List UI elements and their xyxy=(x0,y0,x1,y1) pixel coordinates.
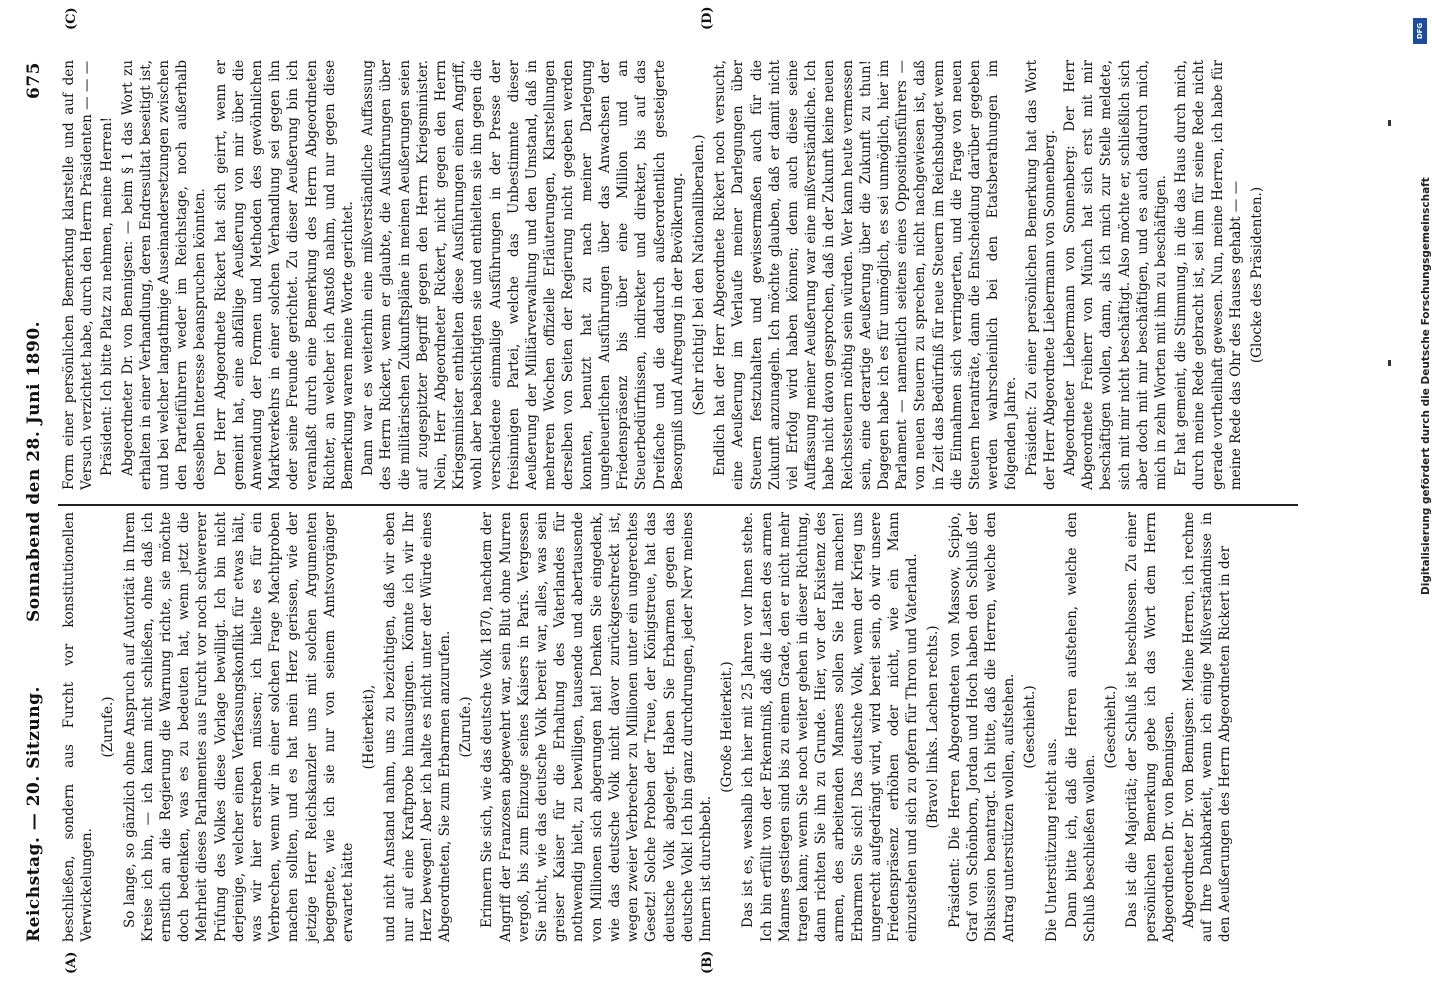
paragraph: Erinnern Sie sich, wie das deutsche Volk 1870, nachdem der Angriff der Franzosen abgewehrt war, sein Blut ohne Murren vergoß, bis zum Einzuge seines Kaisers in Paris. Vergessen Sie nicht, wie das deutsche Volk bereit war, alles, was sein greiser Kaiser für die Erhaltung des Vaterlandes für nothwendig hielt, zu bewilligen, tausende und abertausende von Millionen sich abgerungen hat! Denken Sie eingedenk, wie das deutsche Volk nicht davor zurückgeschreckt ist, wegen zweier Verbrecher zu Millionen unter ein ungerechtes Gesetz! Solche Proben der Treue, der Königstreue, hat das deutsche Volk abgelegt. Haben Sie Erbarmen gegen das deutsche Volk! Ich bin ganz durchdrungen, jeder Nerv meines Innern ist durchbebt. xyxy=(479,512,714,942)
left-column xyxy=(60,512,1237,942)
paragraph: Das ist es, weshalb ich hier mit 25 Jahren vor Ihnen stehe. Ich bin erfüllt von der Erkenntniß, daß die Lasten des armen Mannes gestiegen sind bis zu einem Grade, den er nicht mehr tragen kann; wenn Sie noch weiter gehen in dieser Richtung, dann richten Sie ihn zu Grunde. Hier, vor der Existenz des armen, des arbeitenden Mannes sollen Sie Halt machen! Erbarmen Sie sich! Das deutsche Volk, wenn der Krieg uns ungerecht aufgedrängt wird, wird bereit sein, ob wir unsere Friedenspräsenz erhöhen oder nicht, wie ein Mann einzustehen und sich zu opfern für Thron und Vaterland. xyxy=(740,512,921,942)
paragraph: Präsident: Die Herren Abgeordneten von Massow, Scipio, Graf von Schönborn, Jordan und Hoch haben den Schluß der Diskussion beantragt. Ich bitte, daß die Herren, welche den Antrag unterstützen wollen, aufstehen. xyxy=(946,512,1018,942)
right-column xyxy=(60,60,1269,490)
paragraph: beschließen, sondern aus Furcht vor konstitutionellen Verwickelungen. xyxy=(61,512,96,942)
stage-direction: (Geschieht.) xyxy=(1022,685,1039,769)
stage-direction: (Sehr richtig! bei den Nationalliberalen.) xyxy=(690,134,707,416)
stage-direction: (Große Heiterkeit.) xyxy=(719,661,736,793)
funding-note: Digitalisierung gefördert durch die Deutsche Forschungsgemeinschaft xyxy=(1420,177,1432,595)
paragraph: Präsident: Ich bitte Platz zu nehmen, meine Herren! xyxy=(99,116,116,476)
header-date: Sonnabend den 28. Juni 1890. xyxy=(24,320,44,622)
page-header xyxy=(16,32,56,952)
paragraph: Präsident: Zu einer persönlichen Bemerkung hat das Wort der Herr Abgeordnete Liebermann von Sonnenberg. xyxy=(1023,60,1058,490)
paragraph: So lange, so gänzlich ohne Anspruch auf Autorität in Ihrem Kreise ich bin, — ich kann nicht schließen, ohne daß ich ernstlich an die Regierung die Warnung richte, sie möchte doch bedenken, was es zu bedeuten hat, wenn jetzt die Mehrheit dieses Parlamentes aus Furcht vor noch schwererer Prüfung des Volkes diese Vorlage bewilligt. Ich bin nicht derjenige, welcher einen Verfassungskonflikt für etwas hält, was wir hier erstreben müssen; ich hielte es für ein Verbrechen, wenn wir in einer solchen Frage Machtproben machen sollten, und es hat mein Herz gerissen, wie der jetzige Herr Reichskanzler uns mit solchen Argumenten begegnete, wie ich sie nur von seinem Amtsvorgänger erwartet hätte xyxy=(121,512,357,942)
header-left: Reichstag. — 20. Sitzung. xyxy=(24,686,44,942)
margin-marker-c: (C) xyxy=(64,7,79,30)
paragraph: Endlich hat der Herr Abgeordnete Rickert noch versucht, eine Aeußerung im Verlaufe meiner Darlegungen über Steuern festzuhalten und gewissermaßen auch für die Zukunft anzunageln. Ich möchte glauben, daß er damit nicht viel Erfolg wird haben können; denn auch diese seine Auffassung meiner Aeußerung war eine mißverständliche. Ich habe nicht davon gesprochen, daß in der Zukunft keine neuen Reichssteuern nöthig sein würden. Wer kann heute vermessen sein, eine derartige Aeußerung über die Zukunft zu thun! Dagegen habe ich es für unmöglich, es sei unmöglich, hier im Parlament — namentlich seitens eines Oppositionsführers — von neuen Steuern zu sprechen, nicht nachgewiesen ist, daß in Zeit das Bedürfniß für neue Steuern im Reichsbudget wenn die Einnahmen sich verringerten, und die Frage von neuen Steuern heranträte, dann die Entscheidung darüber gegeben werden wahrscheinlich bei den Etatsberathungen im folgenden Jahre. xyxy=(712,60,1020,490)
margin-marker-b: (B) xyxy=(700,950,715,974)
stage-direction: (Glocke des Präsidenten.) xyxy=(1249,186,1265,364)
paragraph: Abgeordneter Liebermann von Sonnenberg: Der Herr Abgeordnete Freiherr von Münch hat sich erst mit mir beschäftigen wollen, dann, als ich mich zur Stelle meldete, sich mit mir nicht beschäftigt. Also möchte er, schließlich sich aber doch mit mir beschäftigen, und es auch dadurch mich, mich in zehn Worten mit ihm zu beschäftigen. xyxy=(1061,60,1169,490)
paragraph: Form einer persönlichen Bemerkung klarstelle und auf den Versuch verzichtet habe, durch den Herrn Präsidenten — — — xyxy=(61,60,96,490)
stage-direction: (Zurufe.) xyxy=(458,696,475,758)
paragraph: Er hat gemeint, die Stimmung, in die das Haus durch mich, durch meine Rede gebracht ist, sei ihm für seine Rede nicht gerade vortheilhaft gewesen. Nun, meine Herren, ich habe für meine Rede das Ohr des Hauses gehabt — — xyxy=(1173,60,1244,490)
stage-direction: (Zurufe.) xyxy=(100,696,117,758)
paragraph: und nicht Anstand nahm, uns zu bezichtigen, daß wir eben nur auf eine Kraftprobe hinausgingen. Könnte ich wir Ihr Herz bewegen! Aber ich halte es nicht unter der Würde eines Abgeordneten, Sie zum Erbarmen anzurufen. xyxy=(382,512,454,942)
paragraph: Dann bitte ich, daß die Herren aufstehen, welche den Schluß beschließen wollen. xyxy=(1063,512,1098,942)
tick-mark xyxy=(1388,360,1391,366)
paragraph: Abgeordneter Dr. von Bennigsen: — beim § 1 das Wort zu erhalten in einer Verhandlung, deren Endresultat beseitigt ist, und bei welcher langathmige Auseinandersetzungen zwischen den Parteiführern weder im Reichstage, noch außerhalb desselben Interesse beanspruchen könnten. xyxy=(119,60,209,490)
stage-direction: (Geschieht.) xyxy=(1103,685,1120,769)
column-divider xyxy=(58,504,1298,506)
margin-marker-d: (D) xyxy=(700,6,715,30)
page-number: 675 xyxy=(24,62,44,99)
paragraph: Die Unterstützung reicht aus. xyxy=(1043,738,1060,942)
paragraph: Der Herr Abgeordnete Rickert hat sich geirrt, wenn er gemeint hat, eine abfällige Aeußerung von mir über die Anwendung der Formen und Methoden des gewöhnlichen Marktverkehrs in einer solchen Verhandlung sei gegen ihn oder seine Freunde gerichtet. Zu dieser Aeußerung bin ich veranlaßt durch eine Bemerkung des Herrn Abgeordneten Richter, an welcher ich Anstoß nahm, und nur gegen diese Bemerkung waren meine Worte gerichtet. xyxy=(212,60,357,490)
paragraph: Dann war es weiterhin eine mißverständliche Auffassung des Herrn Rickert, wenn er glaubte, die Ausführungen über die militärischen Zukunftspläne in meinen Aeußerungen seien auf zugespitzter Begriff gegen den Herrn Kriegsminister. Nein, Herr Abgeordneter Rickert, nicht gegen den Herrn Kriegsminister enthielten diese Ausführungen einen Angriff, wohl aber beabsichtigten sie und enthielten sie ihn gegen die verschiedene einmalige Ausführungen in der Presse der freisinnigen Partei, welche das Unbestimmte dieser Aeußerung der Militärverwaltung und den Umstand, daß in mehreren Wochen offizielle Erläuterungen, Klarstellungen derselben von Seiten der Regierung nicht gegeben werden konnten, benutzt hat zu nach meiner Darlegung ungeheuerlichen Ausführungen über das Anwachsen der Friedenspräsenz bis über eine Million und an Steuerbedürfnissen, indirekter und direkter, bis auf das Dreifache und die dadurch außerordentlich gesteigerte Besorgniß und Aufregung in der Bevölkerung. xyxy=(360,60,686,490)
stage-direction: (Heiterkeit), xyxy=(361,684,378,770)
dfg-logo: DFG xyxy=(1413,18,1427,44)
stage-direction: (Bravo! links. Lachen rechts.) xyxy=(925,625,942,829)
tick-mark xyxy=(1388,120,1391,126)
margin-marker-a: (A) xyxy=(64,951,79,974)
paragraph: Das ist die Majorität; der Schluß ist beschlossen. Zu einer persönlichen Bemerkung gebe ich das Wort dem Herrn Abgeordneten Dr. von Bennigsen. xyxy=(1124,512,1177,942)
paragraph: Abgeordneter Dr. von Bennigsen: Meine Herren, ich rechne auf Ihre Dankbarkeit, wenn ich einige Mißverständnisse in den Aeußerungen des Herrn Abgeordneten Rickert in der xyxy=(1180,512,1234,942)
